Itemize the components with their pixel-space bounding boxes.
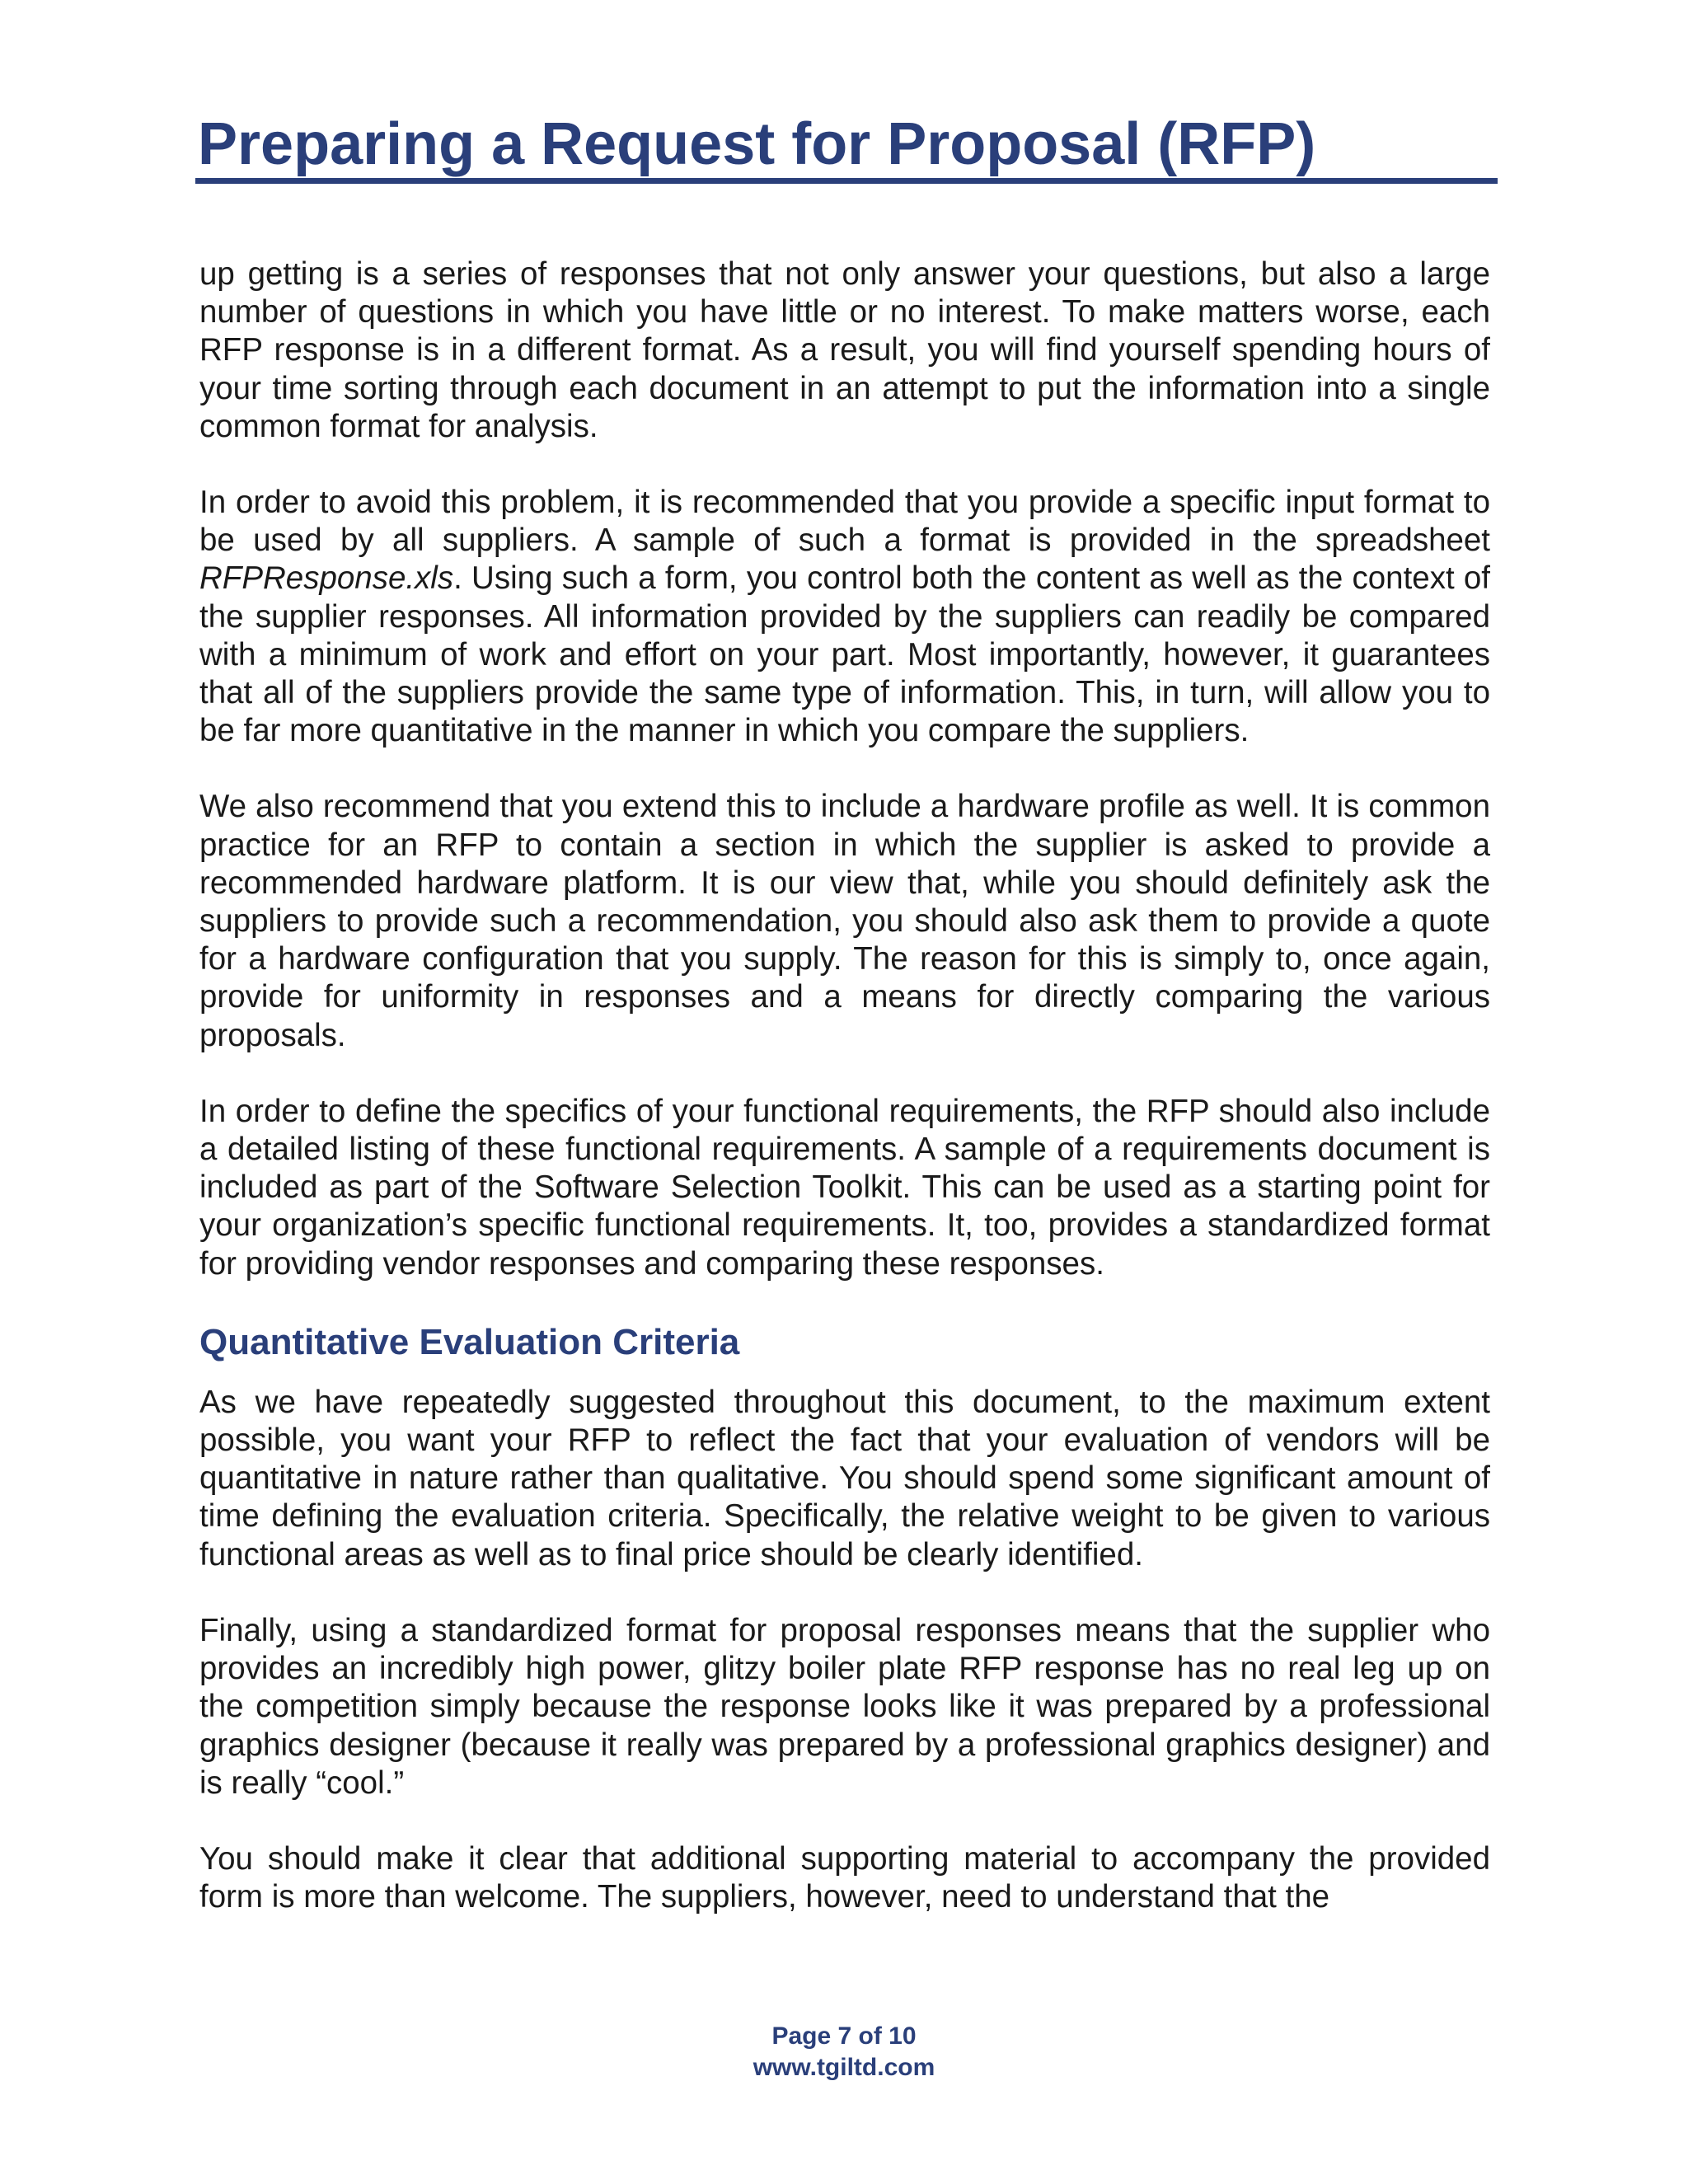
- website-link[interactable]: www.tgiltd.com: [753, 2054, 935, 2081]
- paragraph-2-text-b: . Using such a form, you control both the content as well as the context of the supplier responses. All information provided by the suppliers can readily be compared with a minimum of work and effort on your part. Most importantly, however, it guarantees that all of the suppliers provide the same type of information. This, in turn, will allow you to be far more quantitative in the manner in which you compare the suppliers.: [199, 560, 1490, 749]
- paragraph-4: In order to define the specifics of your functional requirements, the RFP should also include a detailed listing of these functional requirements. A sample of a requirements document is included as part of the Software Selection Toolkit. This can be used as a starting point for your organization’s specific functional requirements. It, too, provides a standardized format for providing vendor responses and comparing these responses.: [199, 1093, 1490, 1282]
- document-body: [199, 255, 1490, 1954]
- page-title: Preparing a Request for Proposal (RFP): [198, 111, 1316, 177]
- page-footer: [0, 2021, 1688, 2083]
- paragraph-5: As we have repeatedly suggested throughout this document, to the maximum extent possible, you want your RFP to reflect the fact that your evaluation of vendors will be quantitative in nature rather than qualitative. You should spend some significant amount of time defining the evaluation criteria. Specifically, the relative weight to be given to various functional areas as well as to final price should be clearly identified.: [199, 1384, 1490, 1572]
- page-number: Page 7 of 10: [771, 2022, 917, 2050]
- title-underline: [195, 178, 1498, 184]
- spreadsheet-filename: RFPResponse.xls: [199, 560, 454, 597]
- paragraph-6: Finally, using a standardized format for proposal responses means that the supplier who provides an incredibly high power, glitzy boiler plate RFP response has no real leg up on the competition simply because the response looks like it was prepared by a professional graphics designer (because it really was prepared by a professional graphics designer) and is really “cool.”: [199, 1612, 1490, 1801]
- section-heading: Quantitative Evaluation Criteria: [199, 1321, 740, 1362]
- paragraph-1: up getting is a series of responses that not only answer your questions, but also a large number of questions in which you have little or no interest. To make matters worse, each RFP response is in a different format. As a result, you will find yourself spending hours of your time sorting through each document in an attempt to put the information into a single common format for analysis.: [199, 256, 1490, 444]
- paragraph-7: You should make it clear that additional supporting material to accompany the provided form is more than welcome. The suppliers, however, need to understand that the: [199, 1840, 1490, 1915]
- paragraph-2-text-a: In order to avoid this problem, it is recommended that you provide a specific input format to be used by all suppliers. A sample of such a format is provided in the spreadsheet: [199, 485, 1490, 559]
- paragraph-2: [199, 484, 1490, 750]
- paragraph-3: We also recommend that you extend this to include a hardware profile as well. It is common practice for an RFP to contain a section in which the supplier is asked to provide a recommended hardware platform. It is our view that, while you should definitely ask the suppliers to provide such a recommendation, you should also ask them to provide a quote for a hardware configuration that you supply. The reason for this is simply to, once again, provide for uniformity in responses and a means for directly comparing the various proposals.: [199, 789, 1490, 1053]
